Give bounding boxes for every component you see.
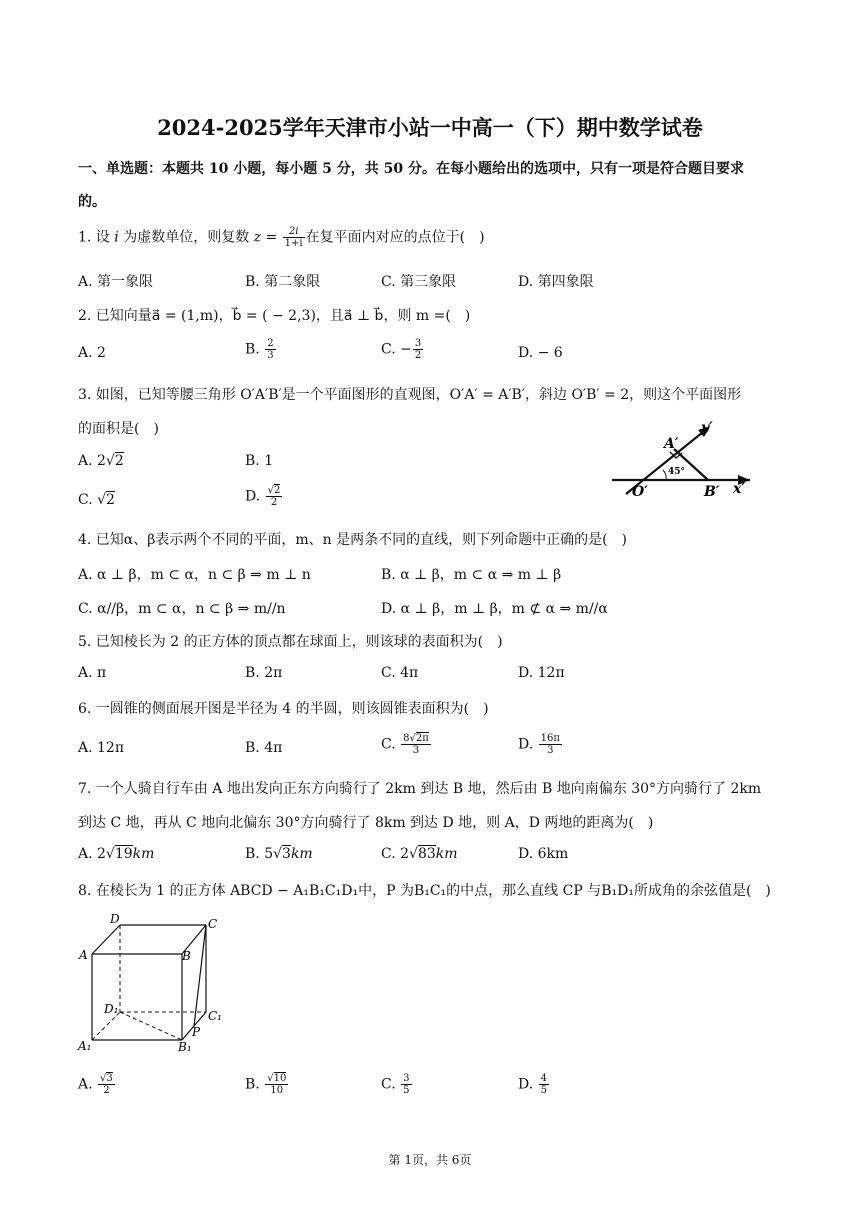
question-2-stem: 2. 已知向量a⃗ = (1,m)，b⃗ = ( − 2,3)，且a⃗ ⊥ b⃗，则 m =( ) xyxy=(78,308,471,324)
q5-option-d[interactable]: D. 12π xyxy=(518,665,565,681)
label-x: x′ xyxy=(733,481,746,497)
q3-triangle-figure xyxy=(608,412,768,502)
q4-option-a[interactable]: A. α ⊥ β，m ⊂ α，n ⊂ β ⇒ m ⊥ n xyxy=(78,567,311,583)
label-a: A′ xyxy=(664,436,679,452)
q7-option-b[interactable]: B. 5√3km xyxy=(245,846,313,862)
label-c1: C₁ xyxy=(208,1009,222,1023)
question-7-stem-line2: 到达 C 地，再从 C 地向北偏东 30°方向骑行了 8km 到达 D 地，则 A，D 两地的距离为( ) xyxy=(78,815,654,831)
question-1-stem: 1. 设 i 为虚数单位，则复数 z = $\frac{2i}{1+i}$ 在复平面内对应的点位于( ) xyxy=(78,226,485,249)
section-heading-line2: 的。 xyxy=(78,194,106,210)
q2-option-b[interactable]: B. $\frac{2}{3}$ xyxy=(245,338,274,361)
q6-option-a[interactable]: A. 12π xyxy=(78,740,125,756)
q1-option-a[interactable]: A. 第一象限 xyxy=(78,274,154,290)
label-o: O′ xyxy=(632,484,648,500)
q7-option-d[interactable]: D. 6km xyxy=(518,846,569,862)
label-b: B xyxy=(182,949,191,963)
q8-cube-figure xyxy=(74,910,234,1060)
angle-arc xyxy=(663,470,666,480)
q7-option-c[interactable]: C. 2√83km xyxy=(381,846,458,862)
q3-option-d[interactable]: D. $\frac{√2}{2}$ xyxy=(245,485,281,508)
q7-option-a[interactable]: A. 2√19km xyxy=(78,846,155,862)
q1-option-c[interactable]: C. 第三象限 xyxy=(381,274,457,290)
q8-option-d[interactable]: D. $\frac{4}{5}$ xyxy=(518,1073,548,1096)
label-y: y′ xyxy=(701,420,713,436)
q8-option-a[interactable]: A. $\frac{√3}{2}$ xyxy=(78,1073,113,1096)
q5-option-c[interactable]: C. 4π xyxy=(381,665,419,681)
q5-option-a[interactable]: A. π xyxy=(78,665,107,681)
label-b1: B₁ xyxy=(178,1040,192,1054)
diagonal-b1d1 xyxy=(120,1012,182,1040)
q2-option-d[interactable]: D. − 6 xyxy=(518,345,563,361)
q4-option-b[interactable]: B. α ⊥ β，m ⊂ α ⇒ m ⊥ β xyxy=(381,567,562,583)
question-8-stem: 8. 在棱长为 1 的正方体 ABCD − A₁B₁C₁D₁中，P 为B₁C₁的中点，那么直线 CP 与B₁D₁所成角的余弦值是( ) xyxy=(78,883,771,899)
question-6-stem: 6. 一圆锥的侧面展开图是半径为 4 的半圆，则该圆锥表面积为( ) xyxy=(78,701,489,717)
q3-option-a[interactable]: A. 2√2 xyxy=(78,453,124,469)
question-3-stem-line2: 的面积是( ) xyxy=(78,421,159,437)
label-c: C xyxy=(208,917,218,931)
q1-fraction: $\frac{2i}{1+i}$ xyxy=(284,226,303,249)
q4-option-c[interactable]: C. α//β，m ⊂ α，n ⊂ β ⇒ m//n xyxy=(78,601,286,617)
q8-option-b[interactable]: B. $\frac{√10}{10}$ xyxy=(245,1073,287,1096)
q1-option-b[interactable]: B. 第二象限 xyxy=(245,274,321,290)
q2-option-c[interactable]: C. − $\frac{3}{2}$ xyxy=(381,338,422,361)
label-angle: 45° xyxy=(668,467,686,477)
segment-cp xyxy=(194,925,206,1026)
section-heading-line1: 一、单选题：本题共 10 小题，每小题 5 分，共 50 分。在每小题给出的选项中，只有一项是符合题目要求 xyxy=(78,161,744,177)
q2-option-a[interactable]: A. 2 xyxy=(78,345,106,361)
label-p: P xyxy=(192,1025,201,1039)
page-title: 2024-2025学年天津市小站一中高一（下）期中数学试卷 xyxy=(157,115,703,140)
edge-ad xyxy=(92,925,120,954)
label-a: A xyxy=(79,948,88,962)
q4-option-d[interactable]: D. α ⊥ β，m ⊥ β，m ⊄ α ⇒ m//α xyxy=(381,601,608,617)
q8-option-c[interactable]: C. $\frac{3}{5}$ xyxy=(381,1073,410,1096)
q6-option-b[interactable]: B. 4π xyxy=(245,740,283,756)
q5-option-b[interactable]: B. 2π xyxy=(245,665,283,681)
edge-a1d1 xyxy=(92,1012,120,1040)
page-footer: 第 1页，共 6页 xyxy=(388,1153,472,1167)
q6-option-d[interactable]: D. $\frac{16\pi}{3}$ xyxy=(518,733,560,756)
question-5-stem: 5. 已知棱长为 2 的正方体的顶点都在球面上，则该球的表面积为( ) xyxy=(78,634,503,650)
q1-option-d[interactable]: D. 第四象限 xyxy=(518,274,594,290)
q3-option-c[interactable]: C. √2 xyxy=(78,492,115,508)
q6-option-c[interactable]: C. $\frac{8√2\pi}{3}$ xyxy=(381,733,429,756)
question-7-stem-line1: 7. 一个人骑自行车由 A 地出发向正东方向骑行了 2km 到达 B 地，然后由 B 地向南偏东 30°方向骑行了 2km xyxy=(78,781,762,797)
q3-option-b[interactable]: B. 1 xyxy=(245,453,274,469)
label-d: D xyxy=(110,912,120,926)
label-a1: A₁ xyxy=(78,1039,92,1053)
question-4-stem: 4. 已知α、β表示两个不同的平面，m、n 是两条不同的直线，则下列命题中正确的是( ) xyxy=(78,532,628,548)
label-b: B′ xyxy=(704,484,720,500)
label-d1: D₁ xyxy=(104,1002,119,1016)
question-3-stem-line1: 3. 如图，已知等腰三角形 O′A′B′是一个平面图形的直观图，O′A′ = A′B′，斜边 O′B′ = 2，则这个平面图形 xyxy=(78,387,742,403)
